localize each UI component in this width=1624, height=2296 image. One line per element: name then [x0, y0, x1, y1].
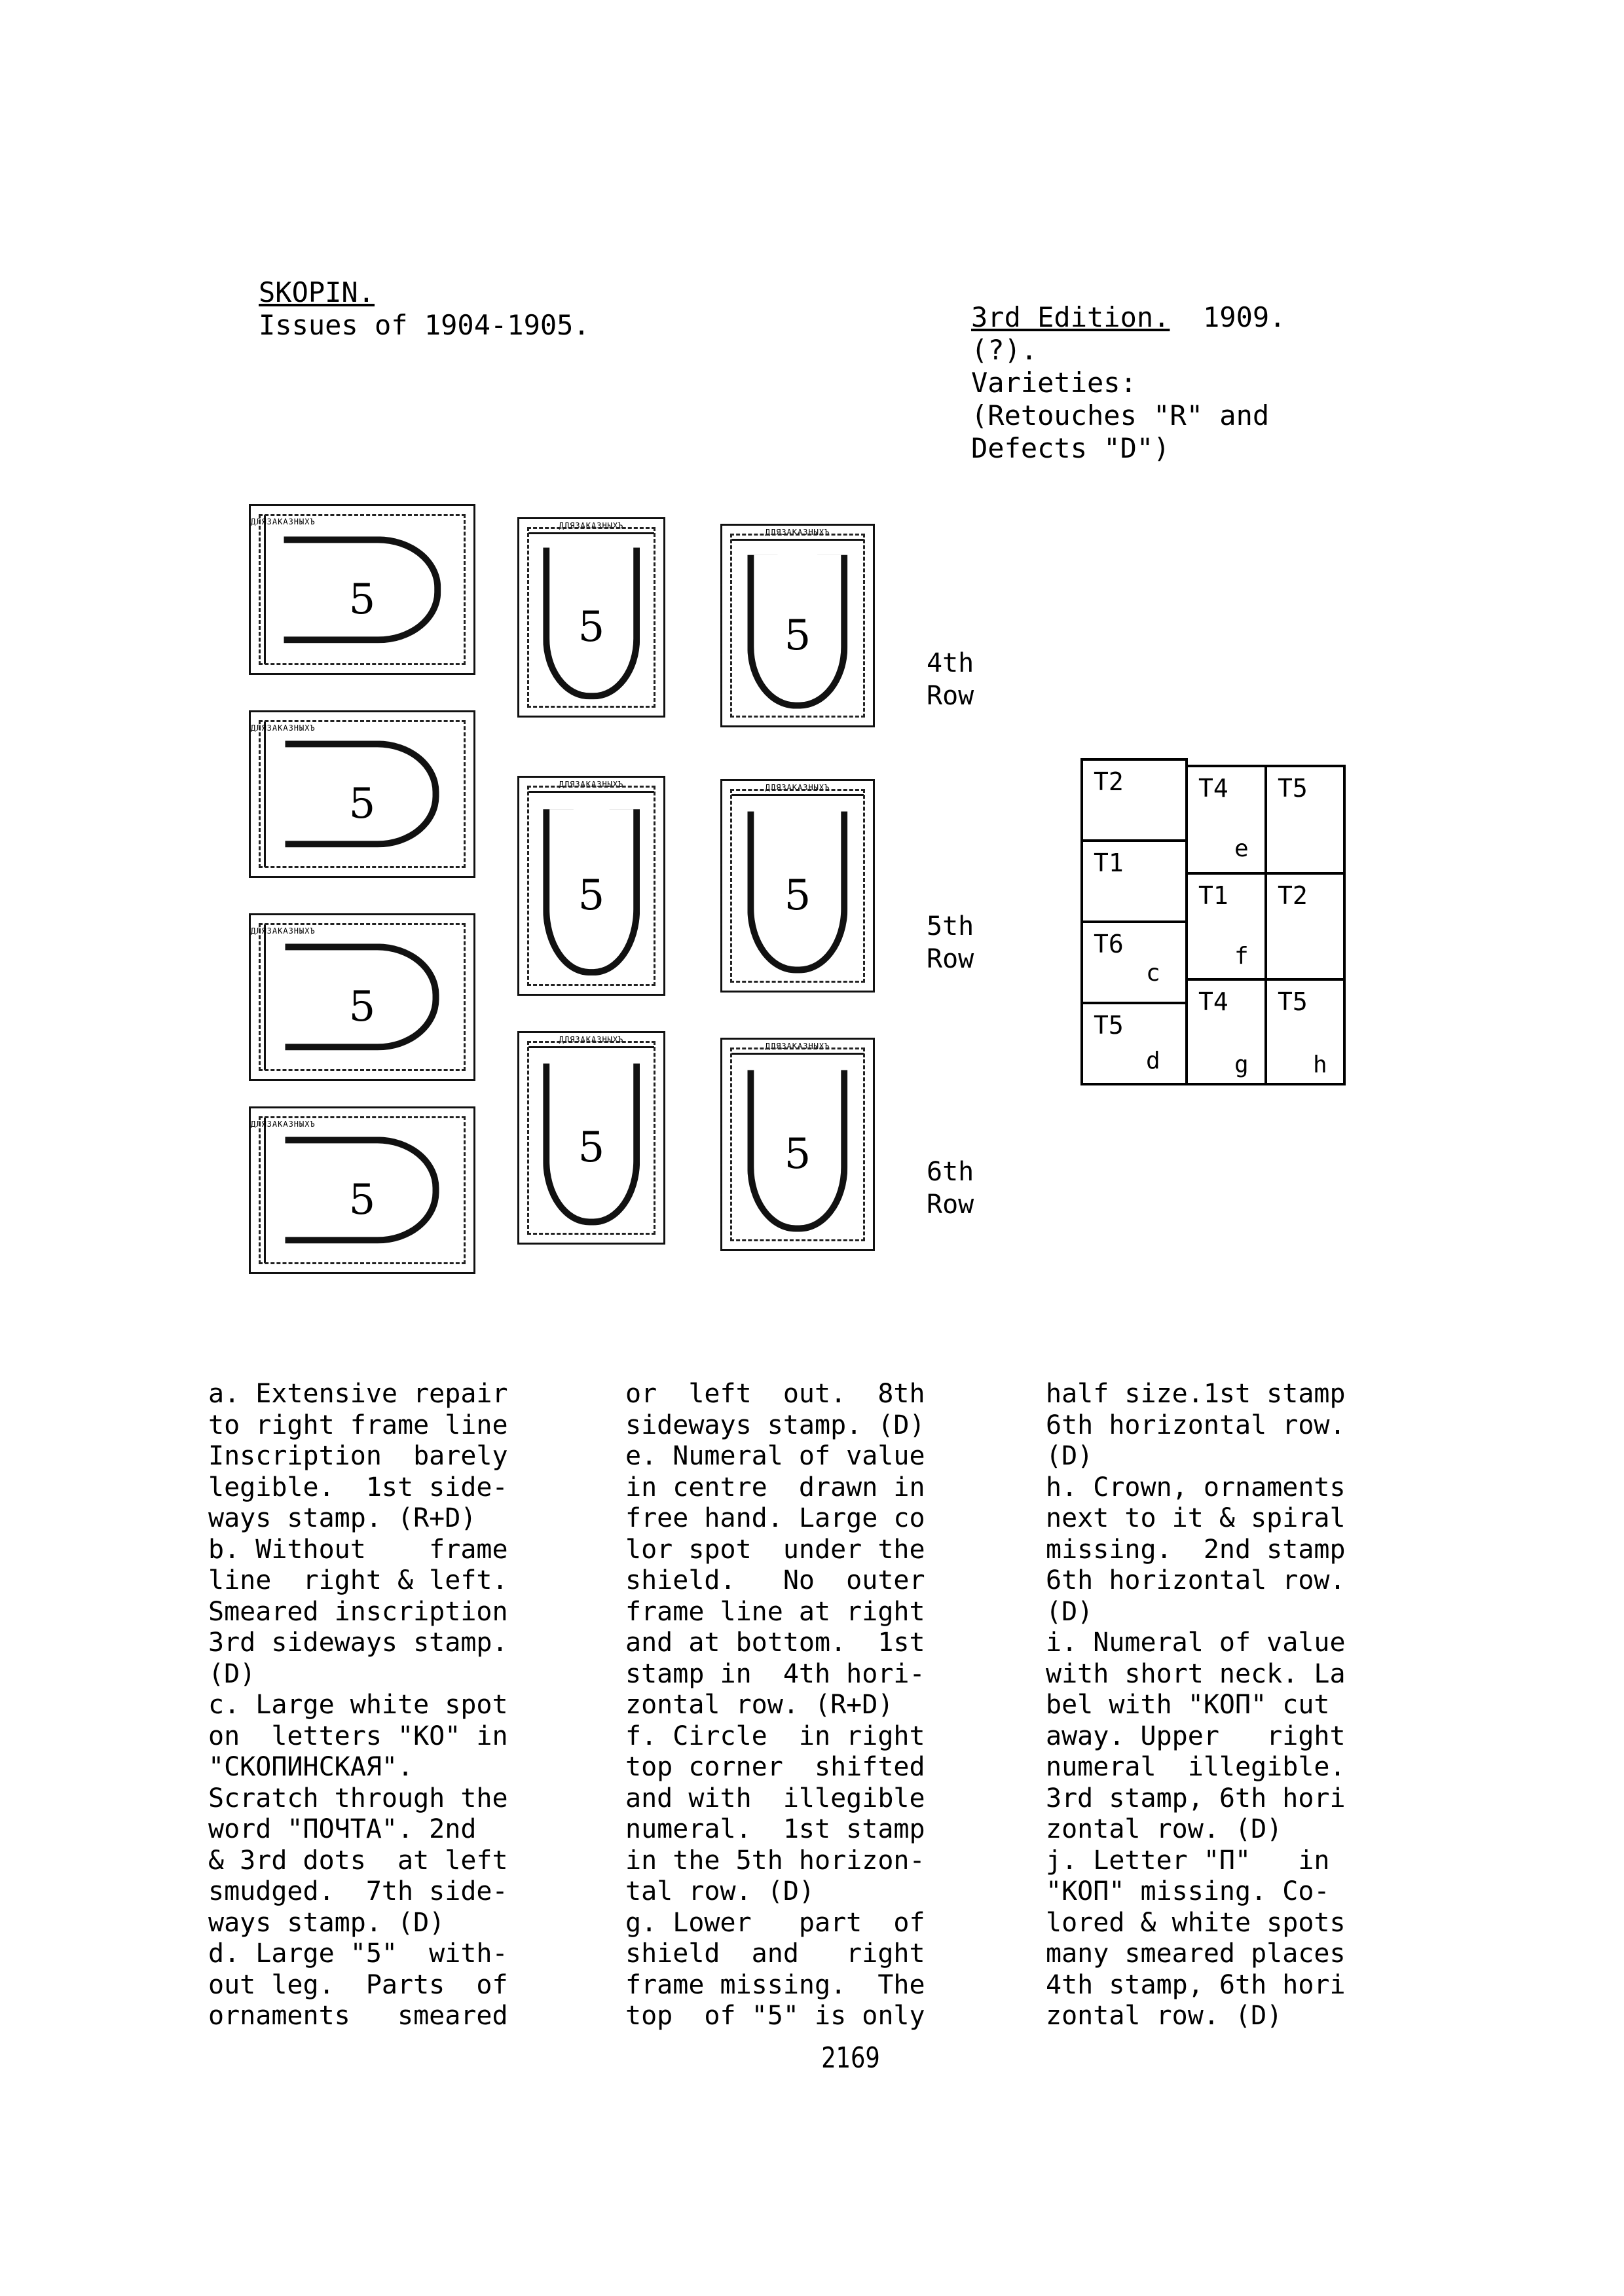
text-line: line right & left. — [208, 1565, 508, 1595]
text-line: free hand. Large co — [625, 1503, 925, 1533]
text-line: top of "5" is only — [625, 2001, 925, 2031]
edition-label: 3rd Edition. — [971, 301, 1170, 333]
text-line: stamp in 4th hori- — [625, 1658, 925, 1689]
text-line: missing. 2nd stamp — [1046, 1534, 1346, 1565]
text-line: or left out. 8th — [625, 1379, 925, 1409]
text-line: frame line at right — [625, 1596, 925, 1627]
stamp-label: ДЛЯЗАКАЗНЫХЪ — [731, 1040, 864, 1055]
row-label-5th: 5th Row — [927, 911, 974, 974]
text-line: tal row. (D) — [625, 1876, 815, 1906]
text-line: out leg. Parts of — [208, 1969, 508, 2000]
stamp-value: 5 — [348, 1175, 376, 1224]
text-line: 6th horizontal row. — [1046, 1410, 1346, 1440]
text-line: "КОП" missing. Co- — [1046, 1876, 1330, 1906]
text-line: 6th horizontal row. — [1046, 1565, 1346, 1595]
diagram-cell: T1 — [1080, 839, 1188, 923]
text-column-1 — [208, 1379, 508, 2032]
text-line: lored & white spots — [1046, 1907, 1346, 1938]
text-line: numeral illegible. — [1046, 1752, 1346, 1782]
text-line: ornaments smeared — [208, 2001, 508, 2031]
stamp-label: ДЛЯЗАКАЗНЫХЪ — [731, 526, 864, 541]
stamp-label: ДЛЯЗАКАЗНЫХЪ — [731, 781, 864, 796]
stamp-label: ДЛЯЗАКАЗНЫХЪ — [251, 924, 266, 1070]
varieties-line-1: (Retouches "R" and — [971, 399, 1270, 431]
text-line: Scratch through the — [208, 1783, 508, 1813]
text-line: 4th stamp, 6th hori — [1046, 1969, 1346, 2000]
text-line: top corner shifted — [625, 1752, 925, 1782]
page-subtitle: Issues of 1904-1905. — [259, 309, 590, 341]
stamp-label: ДЛЯЗАКАЗНЫХЪ — [528, 778, 654, 793]
diagram-cell: T2 — [1080, 758, 1188, 842]
text-line: half size.1st stamp — [1046, 1379, 1346, 1409]
text-line: & 3rd dots at left — [208, 1845, 508, 1876]
stamp-value: 5 — [578, 1123, 605, 1172]
stamp-image — [517, 517, 665, 718]
stamp-image — [720, 524, 875, 727]
text-line: zontal row. (D) — [1046, 1814, 1283, 1844]
text-line: to right frame line — [208, 1410, 508, 1440]
text-line: c. Large white spot — [208, 1690, 508, 1720]
text-line: many smeared places — [1046, 1939, 1346, 1969]
text-line: Inscription barely — [208, 1441, 508, 1471]
diagram-cell: T4 — [1185, 978, 1267, 1085]
stamp-value: 5 — [784, 1129, 811, 1178]
text-line: Smeared inscription — [208, 1596, 508, 1627]
text-line: 3rd stamp, 6th hori — [1046, 1783, 1346, 1813]
text-line: legible. 1st side- — [208, 1472, 508, 1503]
stamp-label: ДЛЯЗАКАЗНЫХЪ — [528, 1033, 654, 1048]
text-line: numeral. 1st stamp — [625, 1814, 925, 1844]
stamp-value: 5 — [578, 871, 605, 920]
plate-diagram — [1080, 758, 1346, 1085]
text-line: b. Without frame — [208, 1534, 508, 1565]
text-line: (D) — [1046, 1596, 1094, 1627]
text-line: frame missing. The — [625, 1969, 925, 2000]
diagram-letter: f — [1234, 943, 1249, 970]
text-line: bel with "КОП" cut — [1046, 1690, 1330, 1720]
diagram-letter: c — [1146, 960, 1160, 987]
diagram-cell: T6 — [1080, 920, 1188, 1004]
text-line: ways stamp. (D) — [208, 1907, 445, 1938]
text-line: in the 5th horizon- — [625, 1845, 925, 1876]
stamp-value: 5 — [784, 871, 811, 920]
stamp-image — [249, 504, 475, 675]
stamp-image — [249, 710, 475, 878]
stamp-image — [517, 776, 665, 996]
text-line: (D) — [208, 1658, 256, 1689]
diagram-cell: T4 — [1185, 765, 1267, 875]
row-label-6th: 6th Row — [927, 1157, 974, 1220]
text-line: zontal row. (R+D) — [625, 1690, 894, 1720]
text-line: (D) — [1046, 1441, 1094, 1471]
text-line: zontal row. (D) — [1046, 2001, 1283, 2031]
stamp-value: 5 — [784, 611, 811, 660]
stamp-value: 5 — [348, 982, 376, 1031]
stamp-value: 5 — [348, 575, 376, 624]
stamp-image — [249, 913, 475, 1081]
diagram-letter: e — [1234, 835, 1249, 862]
edition-note: (?). — [971, 334, 1038, 366]
text-line: lor spot under the — [625, 1534, 925, 1565]
text-line: j. Letter "П" in — [1046, 1845, 1330, 1876]
row-label-4th: 4th Row — [927, 648, 974, 711]
stamp-image — [517, 1031, 665, 1245]
text-line: shield and right — [625, 1939, 925, 1969]
text-column-2 — [625, 1379, 925, 2032]
text-line: next to it & spiral — [1046, 1503, 1346, 1533]
diagram-cell: T5 — [1264, 765, 1346, 875]
page-title: SKOPIN. — [259, 276, 375, 308]
diagram-cell: T1 — [1185, 872, 1267, 981]
text-line: i. Numeral of value — [1046, 1628, 1346, 1658]
diagram-cell: T2 — [1264, 872, 1346, 981]
text-line: d. Large "5" with- — [208, 1939, 508, 1969]
text-line: e. Numeral of value — [625, 1441, 925, 1471]
text-column-3 — [1046, 1379, 1346, 2032]
diagram-cell: T5 — [1080, 1002, 1188, 1085]
varieties-label: Varieties: — [971, 367, 1137, 399]
text-line: g. Lower part of — [625, 1907, 925, 1938]
page-number: 2169 — [821, 2041, 880, 2075]
text-line: f. Circle in right — [625, 1721, 925, 1751]
text-line: 3rd sideways stamp. — [208, 1628, 508, 1658]
diagram-letter: h — [1313, 1051, 1327, 1078]
stamp-image — [249, 1106, 475, 1274]
stamp-label: ДЛЯЗАКАЗНЫХЪ — [251, 1118, 266, 1263]
text-line: ways stamp. (R+D) — [208, 1503, 477, 1533]
stamp-label: ДЛЯЗАКАЗНЫХЪ — [251, 515, 266, 664]
text-line: a. Extensive repair — [208, 1379, 508, 1409]
diagram-letter: g — [1234, 1051, 1249, 1078]
edition-block — [971, 301, 1285, 465]
edition-year: 1909. — [1203, 301, 1286, 333]
text-line: shield. No outer — [625, 1565, 925, 1595]
text-line: in centre drawn in — [625, 1472, 925, 1503]
stamp-label: ДЛЯЗАКАЗНЫХЪ — [528, 519, 654, 534]
stamp-value: 5 — [578, 602, 605, 651]
stamp-label: ДЛЯЗАКАЗНЫХЪ — [251, 721, 266, 867]
text-line: away. Upper right — [1046, 1721, 1346, 1751]
text-line: and with illegible — [625, 1783, 925, 1813]
stamp-image — [720, 779, 875, 993]
diagram-cell: T5 — [1264, 978, 1346, 1085]
text-line: on letters "KO" in — [208, 1721, 508, 1751]
varieties-line-2: Defects "D") — [971, 432, 1170, 464]
text-line: word "ПОЧТА". 2nd — [208, 1814, 477, 1844]
text-line: sideways stamp. (D) — [625, 1410, 925, 1440]
text-line: and at bottom. 1st — [625, 1628, 925, 1658]
text-line: with short neck. La — [1046, 1658, 1346, 1689]
stamp-image — [720, 1038, 875, 1251]
diagram-letter: d — [1146, 1048, 1160, 1074]
stamp-value: 5 — [348, 779, 376, 828]
text-line: smudged. 7th side- — [208, 1876, 508, 1906]
text-line: "СКОПИНСКАЯ". — [208, 1752, 414, 1782]
page-title-block — [259, 276, 590, 342]
text-line: h. Crown, ornaments — [1046, 1472, 1346, 1503]
